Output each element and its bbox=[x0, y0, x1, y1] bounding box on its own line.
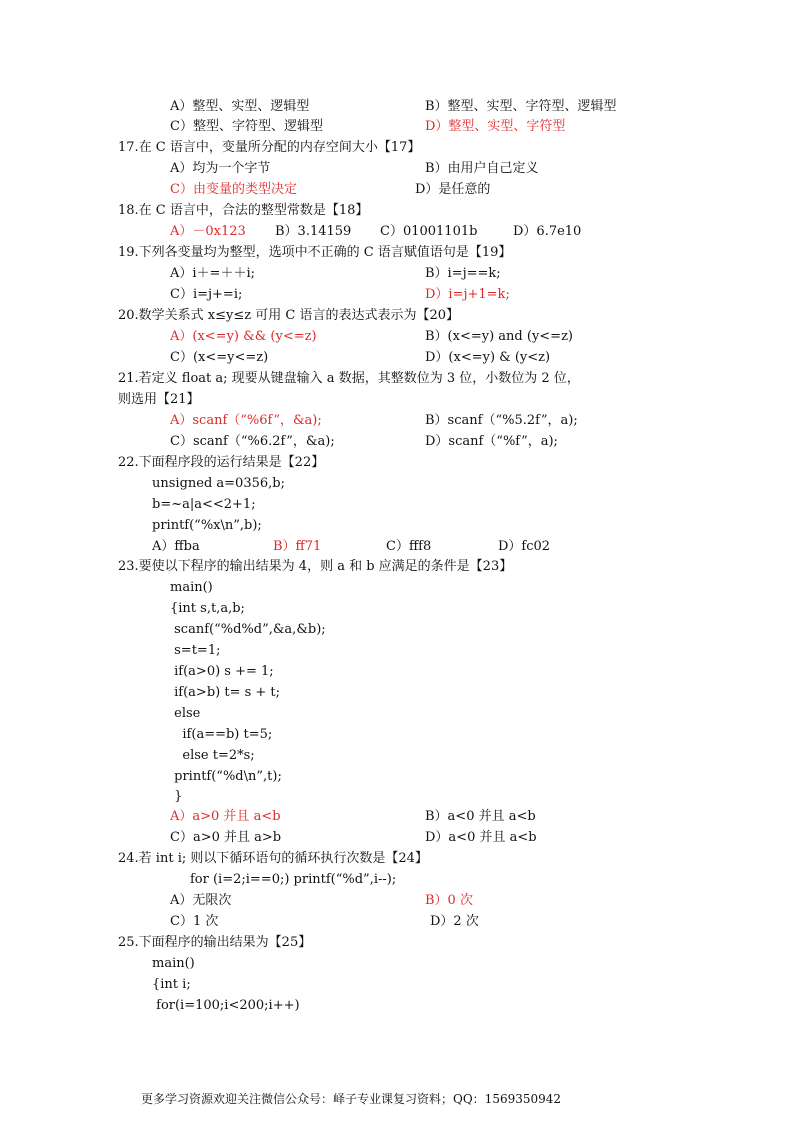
q17-option-c-answer: C）由变量的类型决定 bbox=[170, 182, 297, 197]
q25-code-line: main() bbox=[152, 956, 195, 971]
q21-stem-line2: 则选用【21】 bbox=[118, 392, 200, 407]
q24-stem: 24.若 int i; 则以下循环语句的循环执行次数是【24】 bbox=[118, 851, 428, 866]
q19-option-c: C）i=j+=i; bbox=[170, 287, 243, 302]
q23-code-line: } bbox=[170, 789, 183, 804]
q24-option-d: D）2 次 bbox=[430, 914, 479, 929]
q19-option-b: B）i=j==k; bbox=[425, 266, 501, 281]
q24-option-a: A）无限次 bbox=[170, 893, 232, 908]
q23-code-line: main() bbox=[170, 580, 213, 595]
q23-option-a-answer: A）a>0 并且 a<b bbox=[170, 809, 281, 824]
q23-option-b: B）a<0 并且 a<b bbox=[425, 809, 536, 824]
q25-stem: 25.下面程序的输出结果为【25】 bbox=[118, 935, 312, 950]
q17-option-d: D）是任意的 bbox=[415, 182, 491, 197]
q17-option-b: B）由用户自己定义 bbox=[425, 161, 539, 176]
q19-stem: 19.下列各变量均为整型，选项中不正确的 C 语言赋值语句是【19】 bbox=[118, 245, 512, 260]
q23-code-line: scanf(“%d%d”,&a,&b); bbox=[170, 622, 326, 637]
q21-option-a-answer: A）scanf（“%6f”，&a); bbox=[170, 413, 322, 428]
q18-stem: 18.在 C 语言中，合法的整型常数是【18】 bbox=[118, 203, 369, 218]
q25-code-line: for(i=100;i<200;i++) bbox=[152, 998, 300, 1013]
q20-stem: 20.数学关系式 x≤y≤z 可用 C 语言的表达式表示为【20】 bbox=[118, 308, 460, 323]
q16-option-c: C）整型、字符型、逻辑型 bbox=[170, 119, 323, 134]
q21-option-c: C）scanf（“%6.2f”，&a); bbox=[170, 434, 335, 449]
q22-option-d: D）fc02 bbox=[498, 539, 551, 554]
q16-option-d-answer: D）整型、实型、字符型 bbox=[425, 119, 566, 134]
q22-code-line: b=~a|a<<2+1; bbox=[152, 497, 256, 512]
q20-option-a-answer: A）(x<=y) && (y<=z) bbox=[170, 329, 317, 344]
q23-stem: 23.要使以下程序的输出结果为 4，则 a 和 b 应满足的条件是【23】 bbox=[118, 559, 513, 574]
q22-stem: 22.下面程序段的运行结果是【22】 bbox=[118, 455, 325, 470]
q17-stem: 17.在 C 语言中，变量所分配的内存空间大小【17】 bbox=[118, 140, 421, 155]
q25-code-line: {int i; bbox=[152, 977, 191, 992]
q16-option-a: A）整型、实型、逻辑型 bbox=[170, 99, 310, 114]
q22-code-line: printf(“%x\n”,b); bbox=[152, 518, 262, 533]
q21-option-b: B）scanf（“%5.2f”，a); bbox=[425, 413, 578, 428]
q21-option-d: D）scanf（“%f”，a); bbox=[425, 434, 558, 449]
q18-option-c: C）01001101b bbox=[380, 224, 478, 239]
q22-code-line: unsigned a=0356,b; bbox=[152, 476, 285, 491]
q23-code-line: else bbox=[170, 706, 201, 721]
q22-option-b-answer: B）ff71 bbox=[273, 539, 322, 554]
q23-code-line: {int s,t,a,b; bbox=[170, 601, 245, 616]
q23-code-line: printf(“%d\n”,t); bbox=[170, 769, 282, 784]
q19-option-d-answer: D）i=j+1=k; bbox=[425, 287, 510, 302]
q20-option-d: D）(x<=y) & (y<z) bbox=[425, 350, 551, 365]
q22-option-a: A）ffba bbox=[152, 539, 200, 554]
q21-stem-line1: 21.若定义 float a; 现要从键盘输入 a 数据，其整数位为 3 位，小数位为 2 位， bbox=[118, 371, 580, 386]
q24-option-c: C）1 次 bbox=[170, 914, 219, 929]
q19-option-a: A）i＋=＋＋i; bbox=[170, 266, 255, 281]
q20-option-c: C）(x<=y<=z) bbox=[170, 350, 269, 365]
q23-code-line: if(a==b) t=5; bbox=[170, 727, 273, 742]
q17-option-a: A）均为一个字节 bbox=[170, 161, 271, 176]
page-footer: 更多学习资源欢迎关注微信公众号：峄子专业课复习资料；QQ：1569350942 bbox=[141, 1092, 562, 1106]
q23-code-line: if(a>0) s += 1; bbox=[170, 664, 274, 679]
q23-code-line: else t=2*s; bbox=[170, 748, 255, 763]
q18-option-d: D）6.7e10 bbox=[513, 224, 582, 239]
q16-option-b: B）整型、实型、字符型、逻辑型 bbox=[425, 99, 617, 114]
q20-option-b: B）(x<=y) and (y<=z) bbox=[425, 329, 573, 344]
q23-code-line: s=t=1; bbox=[170, 643, 221, 658]
q23-code-line: if(a>b) t= s + t; bbox=[170, 685, 281, 700]
q23-option-d: D）a<0 并且 a<b bbox=[425, 830, 537, 845]
q18-option-a-answer: A）－0x123 bbox=[170, 224, 246, 239]
q24-option-b-answer: B）0 次 bbox=[425, 893, 473, 908]
q23-option-c: C）a>0 并且 a>b bbox=[170, 830, 282, 845]
q24-code-line: for (i=2;i==0;) printf(“%d”,i--); bbox=[190, 872, 397, 887]
q22-option-c: C）fff8 bbox=[386, 539, 432, 554]
q18-option-b: B）3.14159 bbox=[275, 224, 352, 239]
